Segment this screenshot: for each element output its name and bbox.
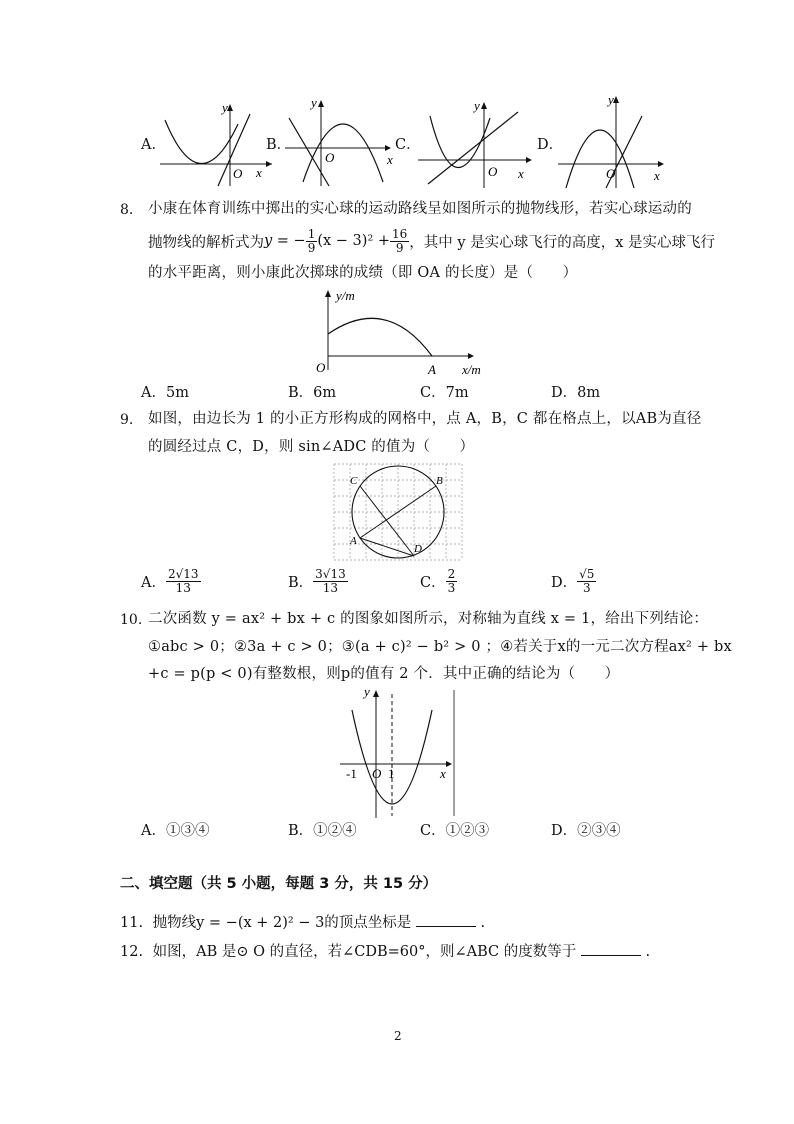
q10-line1: 二次函数 y = ax² + bx + c 的图象如图所示，对称轴为直线 x = 1，给出下列结论： (148, 611, 709, 627)
q12-answer-blank[interactable] (581, 943, 641, 956)
q12-number: 12. (120, 944, 144, 960)
q9-option-b (288, 568, 348, 594)
q9-option-d-den: 3 (582, 580, 591, 595)
q9-point-b: B (436, 475, 443, 487)
top-option-a-label: A． (141, 137, 166, 153)
q8-number: 8. (120, 202, 134, 218)
q9-option-d (551, 568, 596, 594)
q9-option-a-den: 13 (175, 580, 191, 595)
q11-period: . (480, 915, 486, 931)
q10-graph-origin: O (372, 766, 382, 781)
q12-period: . (645, 944, 651, 960)
top-graph-a (160, 100, 275, 188)
q9-option-d-label: D． (551, 574, 578, 591)
q8-option-b: B．6m (288, 385, 337, 401)
top-graph-a-y: y (222, 100, 228, 115)
q8-line2 (148, 224, 715, 258)
q8-line2-prefix: 抛物线的解析式为 (148, 234, 264, 251)
top-graph-b-x: x (387, 152, 393, 167)
q8-eq-y: y = − (264, 233, 306, 249)
q9-option-c-label: C． (420, 574, 446, 591)
q10-graph-neg1: -1 (346, 766, 357, 781)
top-option-d-label: D． (537, 137, 564, 153)
q10-line3: +c = p(p < 0)有整数根，则p的值有 2 个．其中正确的结论为（ ） (148, 666, 620, 682)
q9-line1: 如图，由边长为 1 的小正方形构成的网格中，点 A，B，C 都在格点上，以AB为直径 (148, 411, 702, 427)
q12 (120, 940, 650, 961)
q9-option-d-frac (577, 568, 596, 594)
q9-point-d: D (414, 543, 422, 555)
q9-option-c (420, 568, 457, 594)
q9-point-c: C (350, 475, 358, 487)
page-number: 2 (394, 1029, 402, 1043)
q11 (120, 911, 485, 932)
top-graph-b-y: y (311, 96, 317, 110)
q9-option-b-frac (313, 568, 348, 594)
q9-option-b-num: 3√13 (315, 567, 346, 581)
q8-frac2-num: 16 (392, 226, 408, 241)
q8-frac2 (390, 228, 409, 254)
q10-graph-one: 1 (388, 766, 395, 781)
top-graph-d-x: x (654, 168, 660, 183)
q10-graph-x: x (440, 766, 446, 781)
q9-option-a (141, 568, 201, 594)
q11-number: 11. (120, 915, 144, 931)
q9-option-a-label: A． (141, 574, 166, 591)
q9-line2: 的圆经过点 C，D，则 sin∠ADC 的值为（ ） (148, 439, 475, 455)
top-graph-c-o: O (488, 164, 498, 179)
top-option-c-label: C． (395, 137, 421, 153)
q8-frac1 (306, 228, 318, 254)
q9-option-c-num: 2 (447, 567, 456, 581)
q9-point-a: A (350, 535, 357, 547)
top-graph-b (285, 96, 395, 188)
q10-option-a: A．①③④ (141, 823, 210, 839)
q11-answer-blank[interactable] (416, 914, 476, 927)
q9-grid-figure (330, 460, 466, 564)
q10-line2: ①abc > 0；②3a + c > 0；③(a + c)² − b² > 0 ；④若关于x的一元二次方程ax² + bx (148, 639, 732, 655)
q8-option-d: D．8m (551, 385, 601, 401)
top-graph-c (418, 98, 533, 190)
q8-graph-x-label: x/m (462, 362, 481, 377)
q9-option-a-num: 2√13 (167, 567, 199, 581)
q9-option-c-frac (446, 568, 458, 594)
q9-option-b-label: B． (288, 574, 314, 591)
top-option-b-label: B． (266, 137, 292, 153)
q8-frac1-num: 1 (307, 226, 316, 241)
q8-option-a: A．5m (141, 385, 189, 401)
section2-title: 二、填空题（共 5 小题，每题 3 分，共 15 分） (120, 876, 438, 892)
top-graph-d-y: y (608, 92, 614, 107)
q11-text: 抛物线y = −(x + 2)² − 3的顶点坐标是 (152, 915, 412, 931)
q8-graph-point-a: A (428, 362, 436, 377)
q8-frac2-den: 9 (395, 240, 404, 255)
q8-line3: 的水平距离，则小康此次掷球的成绩（即 OA 的长度）是（ ） (148, 265, 578, 281)
q10-option-c: C．①②③ (420, 823, 490, 839)
q8-option-c: C．7m (420, 385, 469, 401)
q12-text: 如图，AB 是⊙ O 的直径，若∠CDB=60°，则∠ABC 的度数等于 (152, 944, 577, 960)
q10-number: 10. (120, 612, 143, 628)
q10-graph (336, 684, 462, 820)
q8-line1: 小康在体育训练中掷出的实心球的运动路线呈如图所示的抛物线形，若实心球运动的 (148, 201, 692, 217)
top-graph-d-o: O (606, 166, 616, 181)
top-graph-b-o: O (325, 150, 335, 165)
top-graph-a-o: O (233, 166, 243, 181)
q10-option-d: D．②③④ (551, 823, 621, 839)
q8-graph-y-label: y/m (336, 288, 355, 303)
top-graph-a-x: x (256, 165, 262, 180)
q9-option-d-num: √5 (579, 567, 595, 581)
top-graph-c-x: x (518, 166, 524, 181)
q8-frac1-den: 9 (307, 240, 316, 255)
q8-line2-suffix: ，其中 y 是实心球飞行的高度，x 是实心球飞行 (409, 234, 715, 251)
q9-number: 9. (120, 412, 134, 428)
q8-graph-origin: O (316, 360, 326, 375)
top-graph-d (558, 92, 670, 190)
top-graph-c-y: y (474, 98, 480, 113)
q8-eq-mid: (x − 3)² + (317, 233, 391, 249)
q9-option-c-den: 3 (447, 580, 456, 595)
q10-graph-y: y (364, 684, 370, 699)
q8-graph (312, 284, 492, 380)
q9-option-a-frac (166, 568, 201, 594)
q9-option-b-den: 13 (322, 580, 339, 595)
q10-option-b: B．①②④ (288, 823, 357, 839)
